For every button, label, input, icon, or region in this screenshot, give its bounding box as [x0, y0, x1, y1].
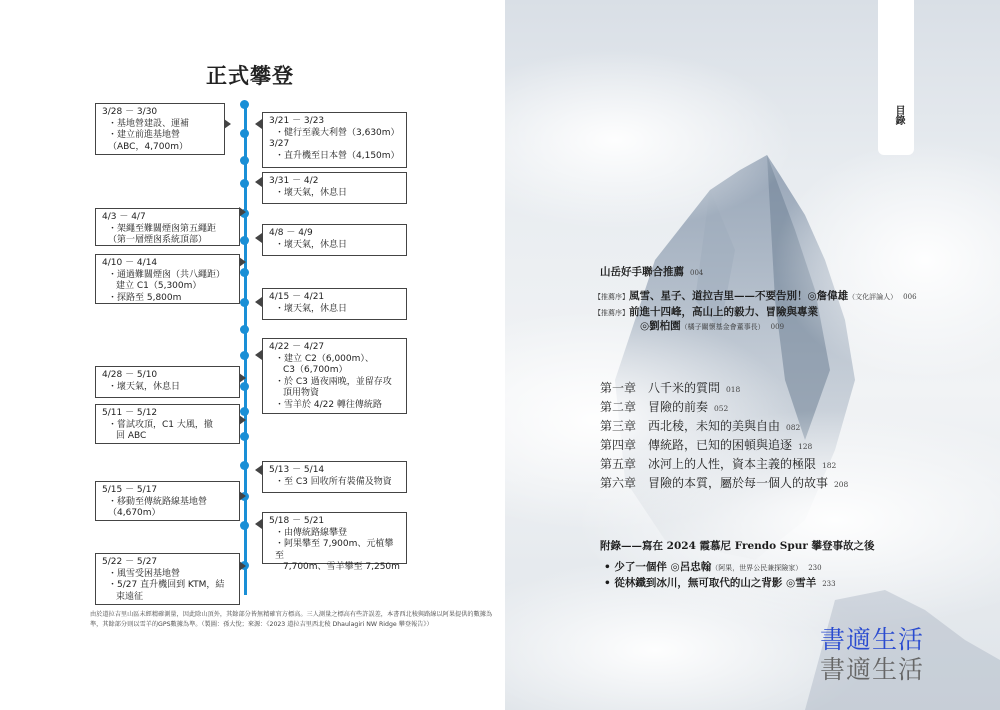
timeline-dot — [240, 268, 249, 277]
preface-1-page: 006 — [903, 293, 917, 301]
entry-pointer — [239, 373, 246, 383]
timeline-entry — [262, 338, 407, 414]
appendix-item-1-text: 少了一個伴 ◎呂忠翰 — [614, 561, 712, 573]
chapter-entry — [600, 474, 848, 491]
entry-line: ・5/27 直升機回到 KTM，結 — [108, 580, 225, 590]
timeline-entry — [95, 404, 240, 444]
entry-line: 回 ABC — [116, 431, 147, 441]
entry-pointer — [239, 491, 246, 501]
preface-2-page: 009 — [770, 323, 785, 331]
entry-line: ・通過難關煙囪（共八繩距） — [108, 269, 226, 280]
entry-date: 5/22 － 5/27 — [102, 557, 158, 567]
chapter-page: 052 — [714, 404, 729, 413]
timeline-entry — [262, 512, 407, 572]
entry-line: 建立 C1（5,300m） — [116, 281, 202, 291]
entry-pointer — [239, 257, 246, 267]
entry-line: ・架繩至難關煙囪第五繩距 — [108, 223, 217, 234]
entry-date: 4/28 － 5/10 — [102, 370, 158, 380]
timeline-dot — [240, 432, 249, 441]
preface-2-title: 前進十四峰，高山上的毅力、冒險與專業 — [629, 306, 818, 318]
timeline-dot — [240, 100, 249, 109]
appendix-item-1: • 少了一個伴 ◎呂忠翰（阿果，世界公民兼探險家） 230 — [604, 561, 822, 573]
entry-pointer — [239, 561, 246, 571]
entry-line: 束遠征 — [116, 591, 144, 602]
preface-1 — [594, 288, 917, 303]
timeline-entry — [95, 208, 240, 246]
entry-pointer — [255, 177, 262, 187]
entry-line: C3（6,700m） — [283, 365, 348, 375]
entry-pointer — [239, 207, 246, 217]
entry-pointer — [255, 119, 262, 129]
entry-line: 頂用物資 — [283, 388, 320, 398]
appendix-item-2-text: 從林鐵到冰川，無可取代的山之背影 ◎雪羊 — [614, 577, 817, 589]
timeline-dot — [240, 521, 249, 530]
entry-line: ・建立前進基地營 — [108, 130, 181, 140]
entry-date: 3/31 － 4/2 — [269, 176, 319, 186]
entry-line: ・建立 C2（6,000m）、 — [275, 353, 374, 364]
toc-tab — [878, 0, 914, 155]
chapter-title: 冒險的本質，屬於每一個人的故事 — [648, 476, 829, 490]
appendix-title: 附錄——寫在 2024 霞慕尼 Frendo Spur 攀登事故之後 — [600, 540, 875, 552]
preface-1-title: 風雪、星子、道拉吉里——不要告別！◎詹偉雄 — [629, 290, 849, 302]
chapter-page: 208 — [834, 480, 849, 489]
entry-line: （ABC，4,700m） — [108, 141, 188, 152]
timeline-entry — [262, 172, 407, 204]
chapter-title: 西北稜，未知的美與自由 — [648, 419, 781, 433]
timeline-entry — [262, 224, 407, 256]
chapter-entry — [600, 379, 740, 396]
timeline-entry — [95, 366, 240, 398]
timeline-entry — [262, 288, 407, 320]
chapter-number: 第一章 — [600, 381, 637, 395]
preface-2 — [594, 304, 818, 319]
recommend-entry — [600, 264, 703, 279]
chapter-entry — [600, 417, 800, 434]
entry-line: ・阿果攀至 7,900m、元植攀至 — [275, 539, 394, 561]
chapter-number: 第三章 — [600, 419, 637, 433]
entry-line: 7,700m、雪羊攀至 7,250m — [283, 562, 400, 572]
entry-pointer — [239, 415, 246, 425]
timeline-dot — [240, 298, 249, 307]
timeline-dot — [240, 236, 249, 245]
chapter-number: 第四章 — [600, 438, 637, 452]
brand-logo-text-shadow: 書適生活 — [820, 655, 925, 684]
timeline-entry — [95, 553, 240, 605]
entry-line: ・壞天氣，休息日 — [275, 239, 348, 250]
page-title: 正式攀登 — [206, 63, 294, 88]
entry-pointer — [255, 233, 262, 243]
appendix-item-2-page: 233 — [822, 580, 836, 588]
preface-1-note: （文化評論人） — [848, 293, 898, 301]
entry-line: ・至 C3 回收所有裝備及物資 — [275, 476, 392, 487]
entry-date: 4/3 － 4/7 — [102, 212, 146, 222]
chapter-title: 傳統路，已知的困頓與追逐 — [648, 438, 793, 452]
right-page — [505, 0, 1000, 710]
entry-pointer — [255, 350, 262, 360]
preface-2-tag: 【推薦序】 — [594, 309, 629, 317]
chapter-number: 第二章 — [600, 400, 637, 414]
preface-1-tag: 【推薦序】 — [594, 293, 629, 301]
entry-line: ・直升機至日本營（4,150m） — [275, 150, 400, 161]
entry-date: 4/8 － 4/9 — [269, 228, 313, 238]
entry-line: ・壞天氣，休息日 — [275, 187, 348, 198]
chapter-entry — [600, 436, 812, 453]
chapter-page: 018 — [726, 385, 741, 394]
entry-line: （4,670m） — [108, 508, 161, 518]
timeline-dot — [240, 351, 249, 360]
entry-date: 4/22 － 4/27 — [269, 342, 325, 352]
appendix-item-1-page: 230 — [808, 564, 822, 572]
timeline-dot — [240, 129, 249, 138]
timeline-dot — [240, 179, 249, 188]
entry-line: ・探路至 5,800m — [108, 292, 182, 303]
mountain-illustration — [505, 0, 1000, 710]
entry-pointer — [255, 297, 262, 307]
recommend-page: 004 — [690, 269, 704, 277]
entry-pointer — [255, 519, 262, 529]
entry-date: 5/13 － 5/14 — [269, 465, 325, 475]
entry-date: 3/28 － 3/30 — [102, 107, 158, 117]
timeline-entry — [95, 481, 240, 521]
timeline-dot — [240, 156, 249, 165]
entry-pointer — [255, 465, 262, 475]
entry-date: 5/11 － 5/12 — [102, 408, 158, 418]
chapter-page: 128 — [798, 442, 813, 451]
timeline-entry — [262, 112, 407, 168]
entry-date: 5/18 － 5/21 — [269, 516, 325, 526]
footnote: 由於道拉吉里山區未經精確測量，因此除山頂外，其餘部分皆無精確官方標高。三人測量之標高有些許誤差，本書西北稜與路線以阿果提供的數據為準，其餘部分則以雪羊的GPS數據為準。（製圖：孫大悅；來源：《2023 道拉吉里西北稜 Dhaulagiri NW Ridge 攀登報告》） — [90, 611, 493, 628]
entry-line: ・風雪受困基地營 — [108, 568, 181, 579]
preface-2-note: （橘子關懷基金會董事長） — [680, 323, 765, 331]
recommend-label: 山岳好手聯合推薦 — [600, 266, 684, 278]
chapter-page: 182 — [822, 461, 837, 470]
entry-line: ・於 C3 過夜兩晚，並留存攻 — [275, 376, 392, 387]
chapter-entry — [600, 455, 836, 472]
entry-line: ・壞天氣，休息日 — [108, 381, 181, 392]
entry-line: ・由傳統路線攀登 — [275, 527, 348, 538]
chapter-page: 082 — [786, 423, 801, 432]
timeline-entry — [262, 461, 407, 493]
timeline-dot — [240, 382, 249, 391]
timeline-dot — [240, 325, 249, 334]
appendix-item-1-note: （阿果，世界公民兼探險家） — [711, 564, 803, 572]
entry-line: ・基地營建設、運補 — [108, 118, 190, 129]
entry-date: 3/21 － 3/23 — [269, 116, 325, 126]
chapter-number: 第五章 — [600, 457, 637, 471]
entry-line: ・嘗試攻頂，C1 大風，撤 — [108, 419, 213, 430]
brand-logo-text: 書適生活 — [820, 625, 925, 654]
chapter-entry — [600, 398, 728, 415]
entry-line: （第一層煙囪系統頂部） — [108, 235, 208, 245]
chapter-title: 冰河上的人性，資本主義的極限 — [648, 457, 817, 471]
toc-tab-label: 目錄 — [893, 105, 904, 125]
preface-2-author-line — [640, 318, 784, 333]
timeline-entry — [95, 103, 225, 155]
entry-date: 4/15 － 4/21 — [269, 292, 325, 302]
entry-date: 4/10 － 4/14 — [102, 258, 158, 268]
timeline-dot — [240, 461, 249, 470]
entry-line: ・移動至傳統路線基地營 — [108, 496, 208, 507]
entry-line: ・壞天氣，休息日 — [275, 303, 348, 314]
entry-line: ・雪羊於 4/22 轉往傳統路 — [275, 399, 382, 410]
chapter-number: 第六章 — [600, 476, 637, 490]
entry-date: 3/27 — [269, 139, 290, 149]
entry-date: 5/15 － 5/17 — [102, 485, 158, 495]
chapter-title: 八千米的質問 — [648, 381, 721, 395]
appendix-item-2: • 從林鐵到冰川，無可取代的山之背影 ◎雪羊 233 — [604, 577, 836, 589]
timeline-entry — [95, 254, 240, 304]
chapter-title: 冒險的前奏 — [648, 400, 709, 414]
entry-pointer — [224, 119, 231, 129]
entry-line: ・健行至義大利營（3,630m） — [275, 127, 400, 138]
preface-2-author: ◎劉柏園 — [640, 320, 681, 332]
